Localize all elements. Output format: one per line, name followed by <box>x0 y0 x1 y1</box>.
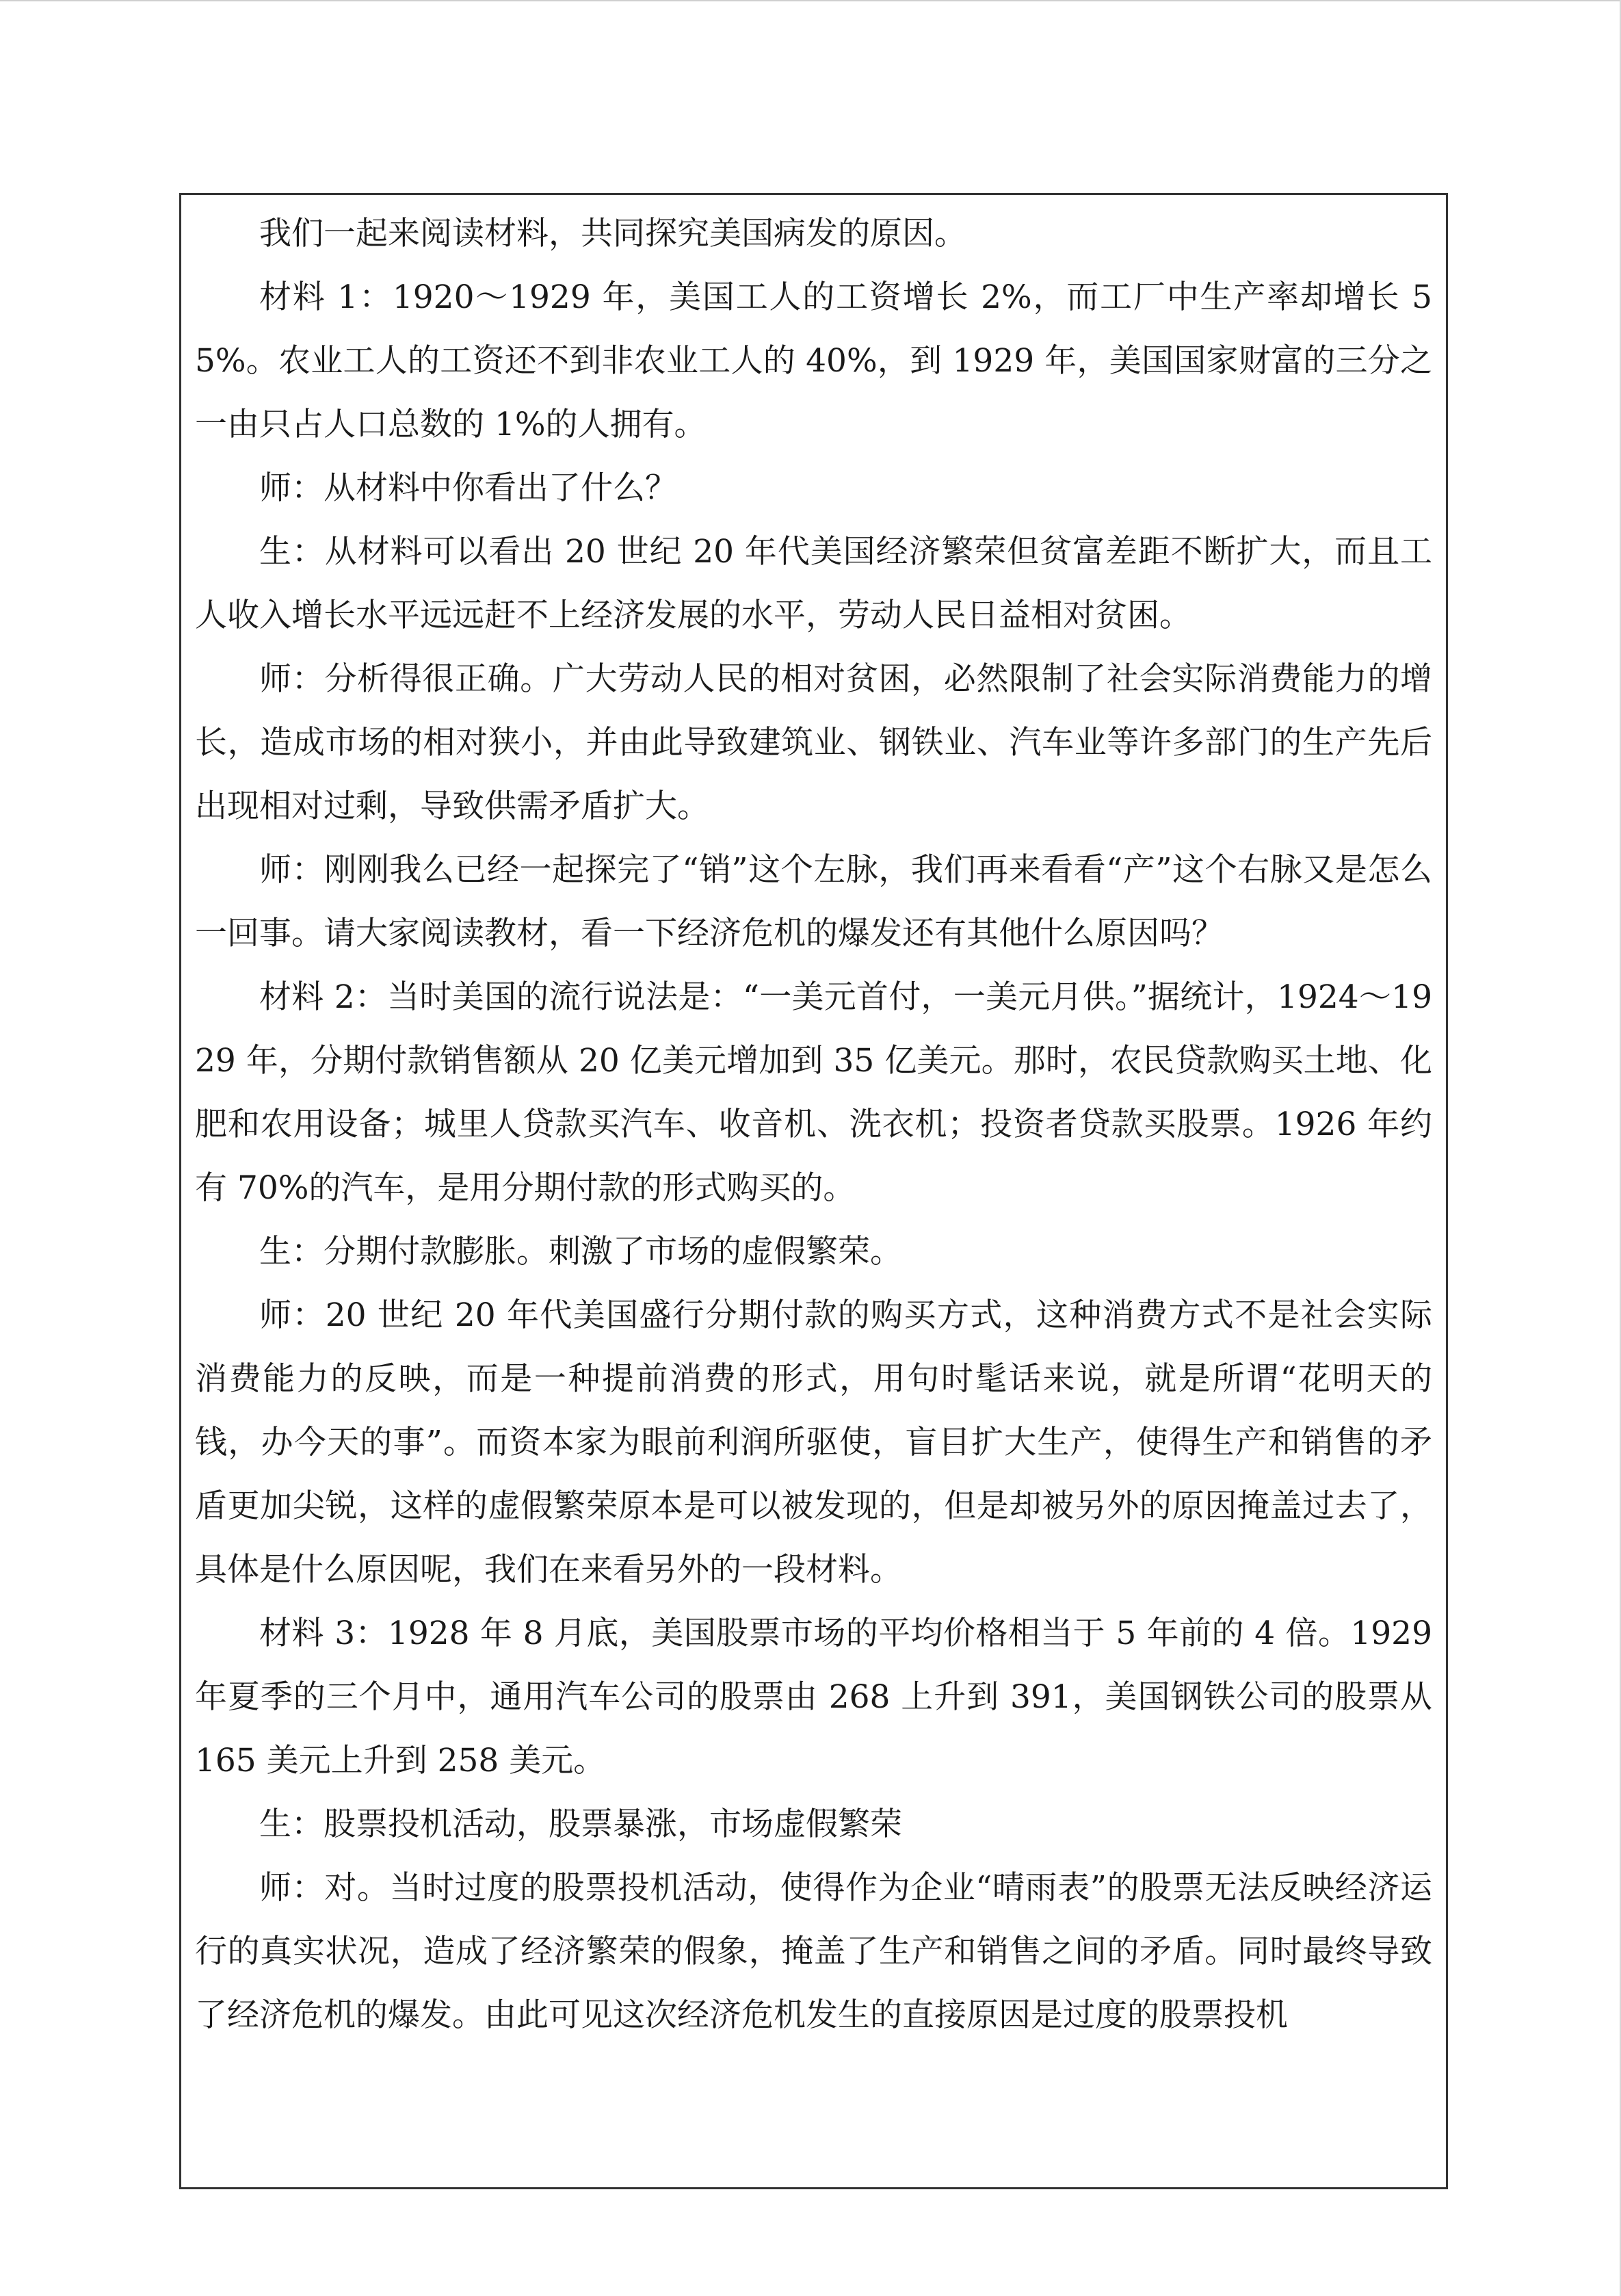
paragraph-teacher-conclusion: 师：对。当时过度的股票投机活动，使得作为企业“晴雨表”的股票无法反映经济运行的真实状况，造成了经济繁荣的假象，掩盖了生产和销售之间的矛盾。同时最终导致了经济危机的爆发。由此可见这次经济危机发生的直接原因是过度的股票投机 <box>195 1869 1432 2034</box>
paragraph-student-answer-3: 生：股票投机活动，股票暴涨，市场虚假繁荣 <box>259 1805 902 1843</box>
paragraph-student-answer-1: 生：从材料可以看出 20 世纪 20 年代美国经济繁荣但贫富差距不断扩大，而且工人收入增长水平远远赶不上经济发展的水平，劳动人民日益相对贫困。 <box>195 533 1432 634</box>
paragraph-material-1: 材料 1：1920～1929 年，美国工人的工资增长 2%，而工厂中生产率却增长 55%。农业工人的工资还不到非农业工人的 40%，到 1929 年，美国国家财富的三分之一由只占人口总数的 1%的人拥有。 <box>195 278 1432 443</box>
lesson-content-box <box>179 193 1448 2189</box>
paragraph-teacher-analysis-2: 师：20 世纪 20 年代美国盛行分期付款的购买方式，这种消费方式不是社会实际消费能力的反映，而是一种提前消费的形式，用句时髦话来说，就是所谓“花明天的钱，办今天的事”。而资本家为眼前利润所驱使，盲目扩大生产，使得生产和销售的矛盾更加尖锐，这样的虚假繁荣原本是可以被发现的，但是却被另外的原因掩盖过去了，具体是什么原因呢，我们在来看另外的一段材料。 <box>195 1296 1432 1589</box>
paragraph-material-3: 材料 3：1928 年 8 月底，美国股票市场的平均价格相当于 5 年前的 4 倍。1929 年夏季的三个月中，通用汽车公司的股票由 268 上升到 391，美国钢铁公司的股票从 165 美元上升到 258 美元。 <box>195 1615 1432 1779</box>
paragraph-teacher-analysis-1: 师：分析得很正确。广大劳动人民的相对贫困，必然限制了社会实际消费能力的增长，造成市场的相对狭小，并由此导致建筑业、钢铁业、汽车业等许多部门的生产先后出现相对过剩，导致供需矛盾扩大。 <box>195 660 1432 825</box>
paragraph-student-answer-2: 生：分期付款膨胀。刺激了市场的虚假繁荣。 <box>259 1233 902 1270</box>
paragraph-material-2: 材料 2：当时美国的流行说法是：“一美元首付，一美元月供。”据统计，1924～1929 年，分期付款销售额从 20 亿美元增加到 35 亿美元。那时，农民贷款购买土地、化肥和农用设备；城里人贷款买汽车、收音机、洗衣机；投资者贷款买股票。1926 年约有 70%的汽车，是用分期付款的形式购买的。 <box>195 978 1432 1207</box>
paragraph-intro: 我们一起来阅读材料，共同探究美国病发的原因。 <box>259 215 966 252</box>
paragraph-teacher-question: 师：从材料中你看出了什么？ <box>259 469 677 507</box>
paragraph-teacher-transition: 师：刚刚我么已经一起探完了“销”这个左脉，我们再来看看“产”这个右脉又是怎么一回事。请大家阅读教材，看一下经济危机的爆发还有其他什么原因吗？ <box>195 851 1432 952</box>
page-top-border <box>0 0 1621 1</box>
